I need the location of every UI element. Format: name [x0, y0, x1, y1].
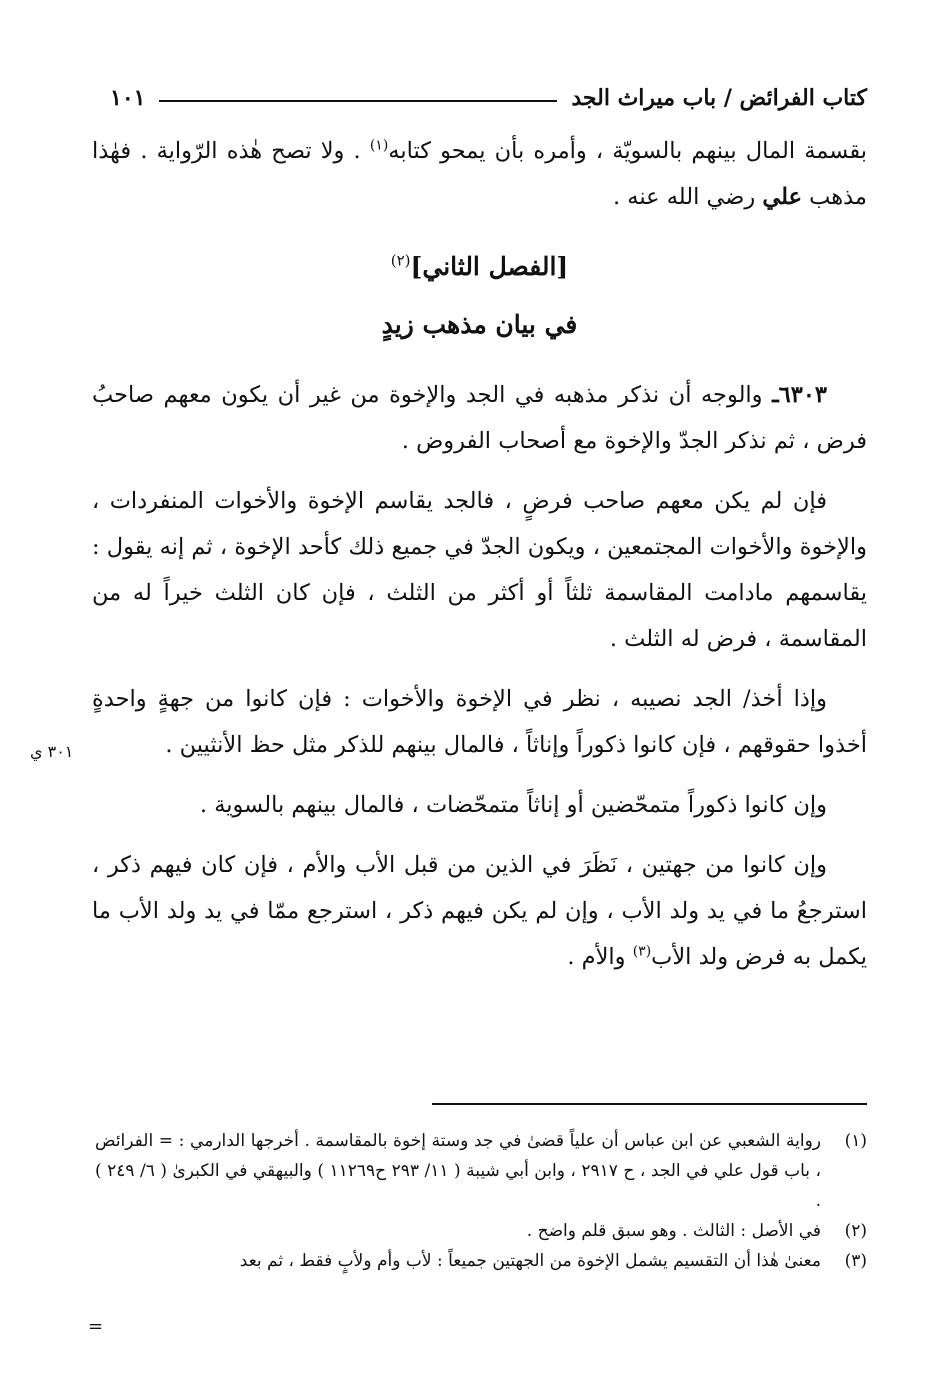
header-rule — [159, 100, 557, 102]
footnote-ref-2: (٢) — [390, 251, 411, 270]
intro-paragraph: بقسمة المال بينهم بالسويّة ، وأمره بأن يمحو كتابه$^{(١)}$ . ولا تصح هٰذه الرّواية . فهٰذا مذهب علي رضي الله عنه . — [92, 137, 867, 210]
main-text — [92, 128, 867, 980]
footnote: (٢) في الأصل : الثالث . وهو سبق قلم واضح . — [526, 1221, 867, 1241]
section-title: [الفصل الثاني]$^{(٢)}$ — [390, 251, 569, 281]
manuscript-folio-note: ٣٠١ ي — [30, 742, 74, 761]
paragraph-2: فإن لم يكن معهم صاحب فرضٍ ، فالجد يقاسم الإخوة والأخوات المنفردات ، والإخوة والأخوات المجتمعين ، ويكون الجدّ في جميع ذلك كأحد الإخوة ، ثم إنه يقول : يقاسمهم مادامت المقاسمة ثلثاً أو أكثر من الثلث ، فإن كان الثلث خيراً له من المقاسمة ، فرض له الثلث . — [92, 488, 867, 652]
footnote-ref-1: (١) — [369, 137, 389, 154]
paragraph-number: ٦٣٠٣ـ — [772, 382, 827, 408]
section-subtitle: في بيان مذهب زيدٍ — [381, 310, 578, 339]
footnote: (٣) معنىٰ هٰذا أن التقسيم يشمل الإخوة من الجهتين جميعاً : لأب وأم ولأبٍ فقط ، ثم بعد — [239, 1251, 867, 1271]
footnote-separator — [432, 1103, 867, 1105]
paragraph-6303: ٦٣٠٣ـ والوجه أن نذكر مذهبه في الجد والإخوة من غير أن يكون معهم صاحبُ فرض ، ثم نذكر الجدّ والإخوة مع أصحاب الفروض . — [92, 382, 867, 454]
running-header — [110, 80, 867, 116]
footnote: (١) رواية الشعبي عن ابن عباس أن علياً قضىٰ في جد وستة إخوة بالمقاسمة . أخرجها الدارمي : = الفرائض ، باب قول علي في الجد ، ح ٢٩١٧ ، وابن أبي شيبة ( ١١/ ٢٩٣ ح١١٢٦٩ ) والبيهقي في الكبرىٰ ( ٦/ ٢٤٩ ) . — [95, 1131, 867, 1211]
paragraph-4: وإن كانوا ذكوراً متمحّضين أو إناثاً متمحّضات ، فالمال بينهم بالسوية . — [199, 792, 827, 818]
footnotes — [95, 1126, 867, 1276]
header-title: كتاب الفرائض / باب ميراث الجد — [571, 85, 867, 111]
page-number: ١٠١ — [110, 85, 146, 111]
footnote-ref-3: (٣) — [632, 943, 652, 960]
paragraph-5: وإن كانوا من جهتين ، نَظَرَ في الذين من قبل الأب والأم ، فإن كان فيهم ذكر ، استرجعُ ما في يد ولد الأب ، وإن لم يكن فيهم ذكر ، استرجع ممّا في يد ولد الأب ما يكمل به فرض ولد الأب$^{(٣)}$ والأم . — [92, 852, 867, 970]
footnote-continuation-mark: = — [88, 1316, 104, 1337]
paragraph-3: وإذا أخذ/ الجد نصيبه ، نظر في الإخوة والأخوات : فإن كانوا من جهةٍ واحدةٍ أخذوا حقوقهم ، فإن كانوا ذكوراً وإناثاً ، فالمال بينهم للذكر مثل حظ الأنثيين . — [92, 686, 867, 758]
